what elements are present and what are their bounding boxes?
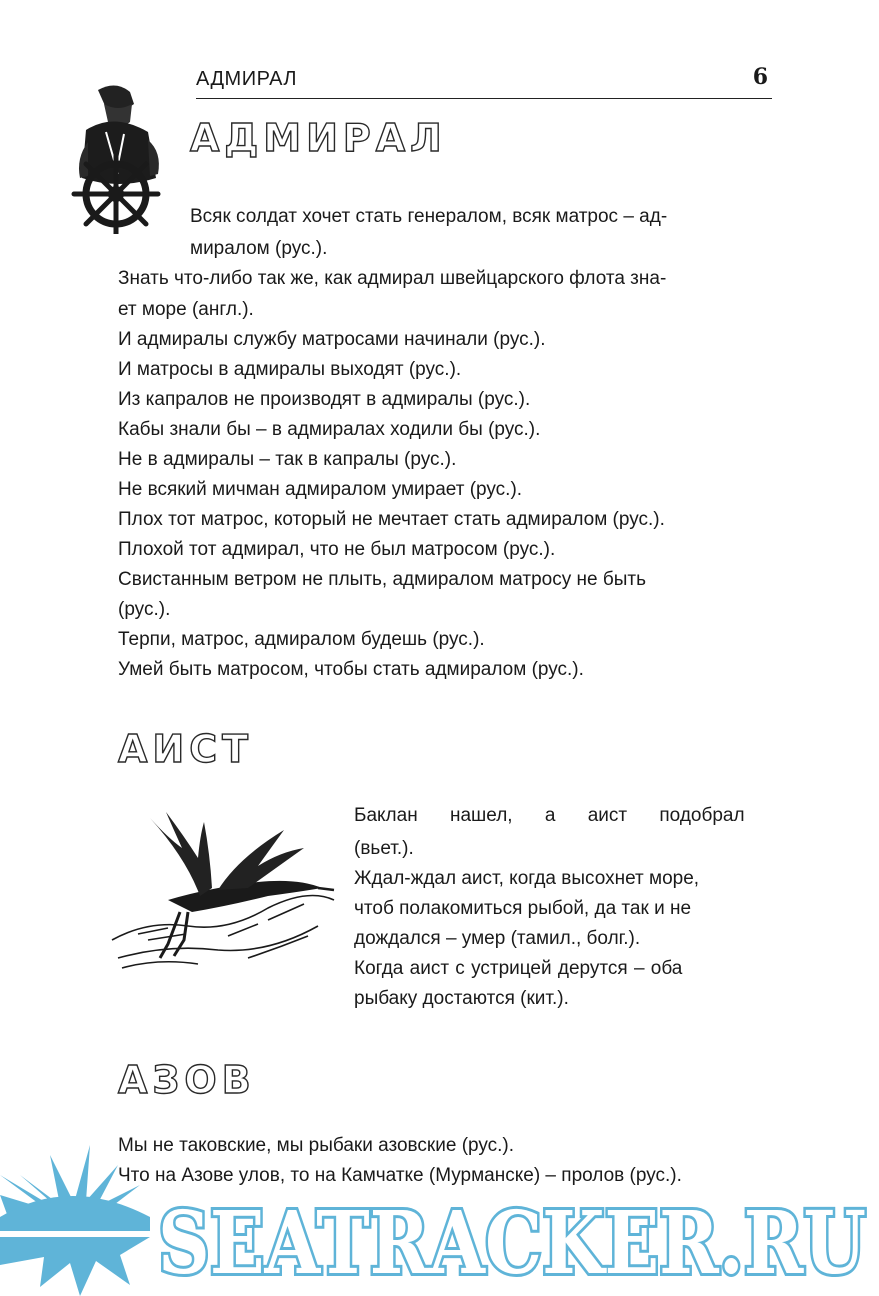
page-number: 6 <box>752 64 768 90</box>
proverb-line: Когда аист с устрицей дерутся – оба <box>354 958 683 979</box>
section-heading-azov: АЗОВ <box>118 1058 256 1102</box>
proverb-line: Свистанным ветром не плыть, адмиралом матросу не быть <box>118 569 646 590</box>
running-header <box>196 64 772 99</box>
proverb-line: (рус.). <box>118 599 171 620</box>
proverb-line: Ждал-ждал аист, когда высохнет море, <box>354 868 700 889</box>
stork-illustration <box>108 808 336 980</box>
proverb-line: Всяк солдат хочет стать генералом, всяк матрос – ад- <box>190 206 668 227</box>
section-heading-aist: АИСТ <box>118 727 254 771</box>
proverb-line: И матросы в адмиралы выходят (рус.). <box>118 359 462 380</box>
proverb-line: рыбаку достаются (кит.). <box>354 988 569 1009</box>
sun-logo-icon <box>0 1145 150 1296</box>
proverb-line: Баклан нашел, а аист подобрал <box>354 805 745 826</box>
proverb-line: Что на Азове улов, то на Камчатке (Мурманске) – пролов (рус.). <box>118 1165 682 1186</box>
proverb-line: Из капралов не производят в адмиралы (рус.). <box>118 389 531 410</box>
proverb-line: Не в адмиралы – так в капралы (рус.). <box>118 449 457 470</box>
proverb-line: Плох тот матрос, который не мечтает стать адмиралом (рус.). <box>118 509 665 530</box>
proverb-line: Терпи, матрос, адмиралом будешь (рус.). <box>118 629 485 650</box>
watermark <box>0 1135 879 1296</box>
proverb-line: чтоб полакомиться рыбой, да так и не <box>354 898 692 919</box>
proverb-line: Мы не таковские, мы рыбаки азовские (рус.). <box>118 1135 515 1156</box>
watermark-text: SEATRACKER.RU <box>158 1193 866 1294</box>
sailor-helm-illustration <box>58 82 176 234</box>
section-heading-admiral: АДМИРАЛ <box>190 116 447 160</box>
proverb-line: Плохой тот адмирал, что не был матросом (рус.). <box>118 539 556 560</box>
proverb-line: Умей быть матросом, чтобы стать адмиралом (рус.). <box>118 659 584 680</box>
proverb-line: Кабы знали бы – в адмиралах ходили бы (рус.). <box>118 419 541 440</box>
proverb-line: миралом (рус.). <box>190 238 328 259</box>
proverb-line: Знать что-либо так же, как адмирал швейцарского флота зна- <box>118 268 667 289</box>
proverb-line: дождался – умер (тамил., болг.). <box>354 928 641 949</box>
proverb-line: Не всякий мичман адмиралом умирает (рус.). <box>118 479 523 500</box>
proverb-line: ет море (англ.). <box>118 299 254 320</box>
proverb-line: И адмиралы службу матросами начинали (рус.). <box>118 329 546 350</box>
proverb-line: (вьет.). <box>354 838 414 859</box>
running-header-title: АДМИРАЛ <box>196 68 297 90</box>
